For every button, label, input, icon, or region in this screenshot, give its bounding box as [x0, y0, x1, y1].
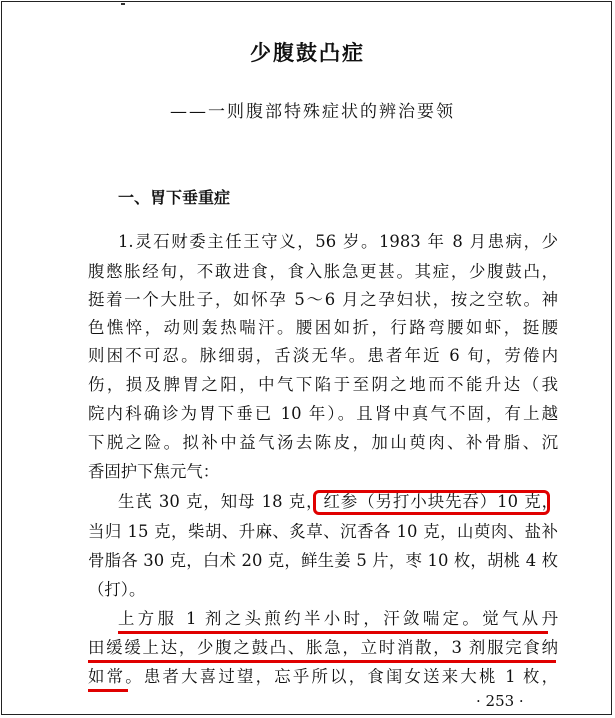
page-number: · 253 · — [476, 692, 524, 710]
text-line: 田缓缓上达，少腹之鼓凸、胀急，立时消散，3 剂服完食纳 — [88, 638, 558, 657]
text-line: 下脱之险。拟补中益气汤去陈皮，加山萸肉、补骨脂、沉 — [88, 433, 558, 452]
text-line: 腹憋胀经旬，不敢进食，食入胀急更甚。其症，少腹鼓凸， — [88, 262, 558, 281]
text-line: 当归 15 克，柴胡、升麻、炙草、沉香各 10 克，山萸肉、盐补 — [88, 522, 558, 541]
highlight-underline — [118, 631, 548, 634]
page-title: 少腹鼓凸症 — [250, 40, 365, 65]
page-subtitle: ——一则腹部特殊症状的辨治要领 — [170, 102, 455, 122]
text-line: 上方服 1 剂之头煎约半小时，汗敛喘定。觉气从丹 — [118, 609, 558, 628]
scan-speck — [121, 3, 125, 5]
text-line: 挺着一个大肚子，如怀孕 5～6 月之孕妇状，按之空软。神 — [88, 290, 558, 309]
highlight-box — [313, 490, 550, 515]
highlight-underline — [88, 689, 128, 692]
text-line: 1.灵石财委主任王守义，56 岁。1983 年 8 月患病，少 — [118, 232, 558, 251]
section-heading: 一、胃下垂重症 — [118, 188, 231, 207]
text-line: 院内科确诊为胃下垂已 10 年）。且肾中真气不固，有上越 — [88, 404, 558, 423]
text-line: （打）。 — [88, 580, 146, 599]
highlight-underline — [88, 660, 556, 663]
text-line: 如常。患者大喜过望，忘乎所以，食闺女送来大桃 1 枚， — [88, 667, 558, 686]
text-line: 色憔悴，动则轰热喘汗。腰困如折，行路弯腰如虾，挺腰 — [88, 318, 558, 337]
text-line: 骨脂各 30 克，白术 20 克，鲜生姜 5 片，枣 10 枚，胡桃 4 枚 — [88, 551, 558, 570]
text-line: 香固护下焦元气： — [88, 462, 220, 481]
text-line: 生芪 30 克，知母 18 克，红参（另打小块先吞）10 克， — [118, 492, 558, 511]
text-line: 则困不可忍。脉细弱，舌淡无华。患者年近 6 旬，劳倦内 — [88, 346, 558, 365]
text-line: 伤，损及脾胃之阳，中气下陷于至阴之地而不能升达（我 — [88, 375, 558, 394]
